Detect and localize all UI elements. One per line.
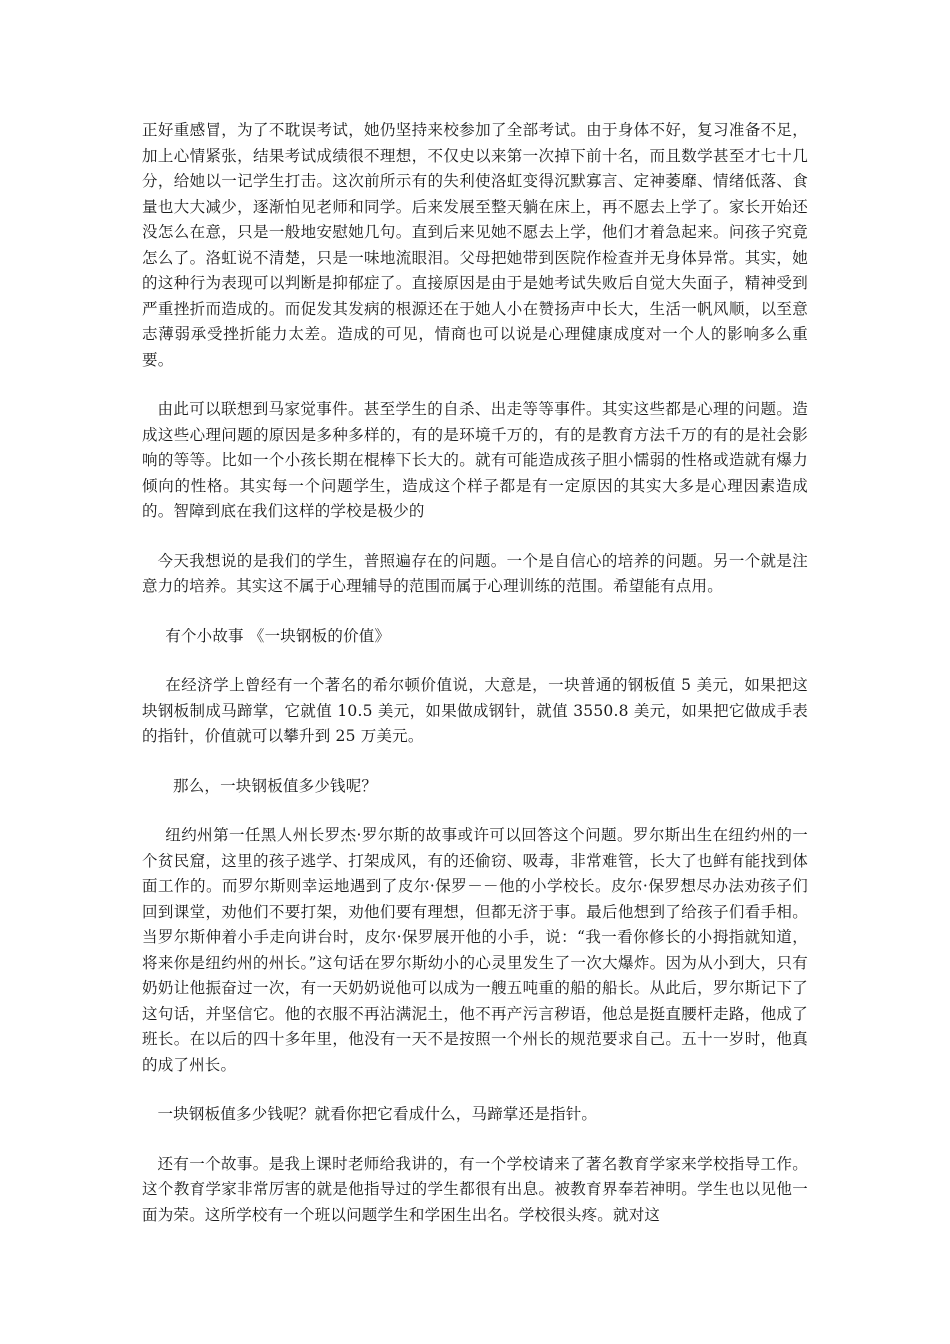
paragraph-gap bbox=[142, 1128, 808, 1152]
paragraph-6: 那么，一块钢板值多少钱呢？ bbox=[173, 776, 378, 795]
paragraph-7: 纽约州第一任黑人州长罗杰·罗尔斯的故事或许可以回答这个问题。罗尔斯出生在纽约州的一个贫民窟，这里的孩子逃学、打架成风，有的还偷窃、吸毒，非常难管，长大了也鲜有能找到体面工作的。而罗尔斯则幸运地遇到了皮尔·保罗－－他的小学校长。皮尔·保罗想尽办法劝孩子们回到课堂，劝他们不要打架，劝他们要有理想，但都无济于事。最后他想到了给孩子们看手相。当罗尔斯伸着小手走向讲台时，皮尔·保罗展开他的小手，说：“我一看你修长的小拇指就知道，将来你是纽约州的州长。”这句话在罗尔斯幼小的心灵里发生了一次大爆炸。因为从小到大，只有奶奶让他振奋过一次，有一天奶奶说他可以成为一艘五吨重的船的船长。从此后，罗尔斯记下了这句话，并坚信它。他的衣服不再沾满泥土，他不再产污言秽语，他总是挺直腰杆走路，他成了班长。在以后的四十多年里，他没有一天不是按照一个州长的规范要求自己。五十一岁时，他真的成了州长。 bbox=[142, 826, 808, 1074]
paragraph-9: 还有一个故事。是我上课时老师给我讲的，有一个学校请来了著名教育学家来学校指导工作。这个教育学家非常厉害的就是他指导过的学生都很有出息。被教育界奉若神明。学生也以见他一面为荣。这所学校有一个班以问题学生和学困生出名。学校很头疼。就对这 bbox=[142, 1154, 808, 1224]
paragraph-1: 正好重感冒，为了不耽误考试，她仍坚持来校参加了全部考试。由于身体不好，复习准备不足，加上心情紧张，结果考试成绩很不理想，不仅史以来第一次掉下前十名，而且数学甚至才七十几分，给她以一记学生打击。这次前所示有的失利使洛虹变得沉默寡言、定神萎靡、情绪低落、食量也大大减少，逐渐怕见老师和同学。后来发展至整天躺在床上，再不愿去上学了。家长开始还没怎么在意，只是一般地安慰她几句。直到后来见她不愿去上学，他们才着急起来。问孩子究竟怎么了。洛虹说不清楚，只是一味地流眼泪。父母把她带到医院作检查并无身体异常。其实，她的这种行为表现可以判断是抑郁症了。直接原因是由于是她考试失败后自觉大失面子，精神受到严重挫折而造成的。而促发其发病的根源还在于她人小在赞扬声中长大，生活一帆风顺，以至意志薄弱承受挫折能力太差。造成的可见，情商也可以说是心理健康成度对一个人的影响多么重要。 bbox=[142, 121, 808, 369]
paragraph-2: 由此可以联想到马家觉事件。甚至学生的自杀、出走等等事件。其实这些都是心理的问题。造成这些心理问题的原因是多种多样的，有的是环境千万的，有的是教育方法千万的有的是社会影响的等等。比如一个小孩长期在棍棒下长大的。就有可能造成孩子胆小懦弱的性格或造就有爆力倾向的性格。其实每一个问题学生，造成这个样子都是有一定原因的其实大多是心理因素造成的。智障到底在我们这样的学校是极少的 bbox=[142, 400, 808, 520]
paragraph-gap bbox=[142, 750, 808, 774]
paragraph-story-title: 有个小故事 《一块钢板的价值》 bbox=[165, 626, 391, 645]
paragraph-gap bbox=[142, 525, 808, 549]
paragraph-gap bbox=[142, 1078, 808, 1102]
document-body bbox=[142, 118, 808, 1228]
paragraph-3: 今天我想说的是我们的学生，普照遍存在的问题。一个是自信心的培养的问题。另一个就是注意力的培养。其实这不属于心理辅导的范围而属于心理训练的范围。希望能有点用。 bbox=[142, 551, 808, 595]
paragraph-8: 一块钢板值多少钱呢？就看你把它看成什么，马蹄掌还是指针。 bbox=[157, 1105, 598, 1123]
paragraph-gap bbox=[142, 373, 808, 397]
paragraph-5: 在经济学上曾经有一个著名的希尔顿价值说，大意是，一块普通的钢板值 5 美元，如果把这块钢板制成马蹄掌，它就值 10.5 美元，如果做成钢针，就值 3550.8 美元，如果把它做成手表的指针，价值就可以攀升到 25 万美元。 bbox=[142, 676, 808, 745]
paragraph-gap bbox=[142, 600, 808, 624]
paragraph-gap bbox=[142, 649, 808, 673]
paragraph-gap bbox=[142, 799, 808, 823]
